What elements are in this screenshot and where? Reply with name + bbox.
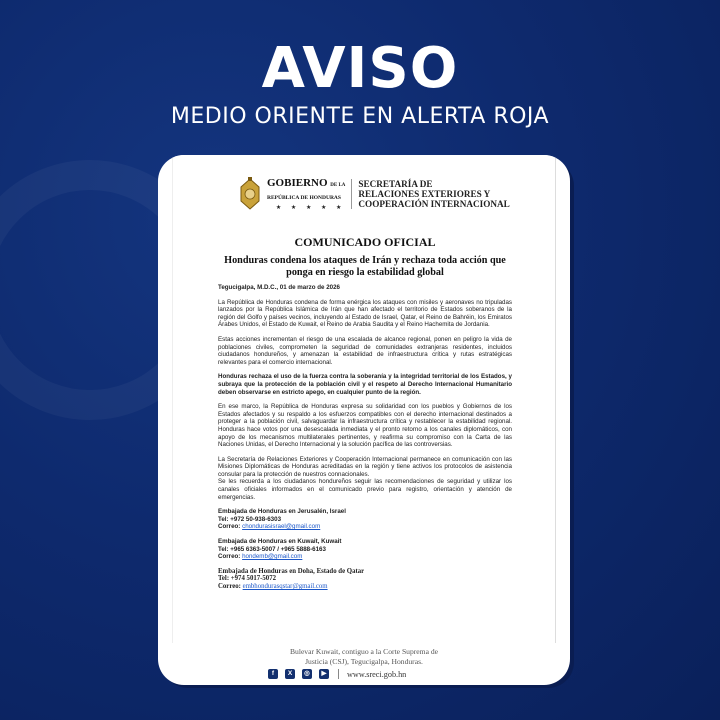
embassy-tel: Tel: +972 50-938-6303 xyxy=(218,515,282,523)
embassy-tel: Tel: +965 6363-5007 / +965 5888-6163 xyxy=(218,545,326,553)
footer-address xyxy=(158,647,570,667)
stars: ★ ★ ★ ★ ★ xyxy=(275,205,346,211)
paragraph-2: Estas acciones incrementan el riesgo de una escalada de alcance regional, ponen en peligro la vida de poblaciones civiles, comprometen la seguridad de comunidades extranjeras residentes, incluidos ciudadanos hondureños, y amenazan la estabilidad de infraestructura crítica y rutas estratégicas relevantes para el comercio internacional. xyxy=(218,335,512,366)
footer-divider xyxy=(338,669,339,679)
youtube-icon[interactable]: ▶ xyxy=(319,669,329,679)
embassy-name: Embajada de Honduras en Doha, Estado de Qatar xyxy=(218,567,365,575)
embassy-tel: Tel: +974 5017-5072 xyxy=(218,575,276,583)
government-name xyxy=(263,177,345,211)
website-link[interactable]: www.sreci.gob.hn xyxy=(347,669,407,679)
embassy-name: Embajada de Honduras en Kuwait, Kuwait xyxy=(218,538,342,546)
gov-de-la: DE LA xyxy=(330,183,346,188)
letterhead xyxy=(237,177,510,211)
letterhead-divider xyxy=(351,179,352,209)
page-subtitle: MEDIO ORIENTE EN ALERTA ROJA xyxy=(170,104,550,129)
gov-line1: GOBIERNO xyxy=(267,177,328,189)
sec-line3: COOPERACIÓN INTERNACIONAL xyxy=(358,199,510,209)
paragraph-5 xyxy=(218,456,512,502)
document-title: COMUNICADO OFICIAL xyxy=(294,235,436,249)
notice-card xyxy=(158,155,570,685)
gov-line2: REPÚBLICA DE HONDURAS xyxy=(267,195,341,201)
paragraph-5a: La Secretaría de Relaciones Exteriores y Cooperación Internacional permanece en comunicación con las Misiones Diplomáticas de Honduras acreditadas en la región y tiene activos los protocolos de asistencia consular para la protección de nuestros connacionales. xyxy=(218,455,512,478)
embassy-name: Embajada de Honduras en Jerusalén, Israel xyxy=(218,508,346,516)
paragraph-5b: Se les recuerda a los ciudadanos hondureños seguir las recomendaciones de seguridad y utilizar los canales oficiales informados en el comunicado previo para registro, orientación y atención de emergencias. xyxy=(218,478,512,501)
header xyxy=(0,36,720,129)
x-icon[interactable]: X xyxy=(285,669,295,679)
embassy-kuwait xyxy=(218,538,512,561)
footer-bar xyxy=(268,669,406,679)
embassy-email-link[interactable]: embhondurasqstar@gmail.com xyxy=(242,583,328,590)
dateline: Tegucigalpa, M.D.C., 01 de marzo de 2026 xyxy=(218,284,340,291)
embassy-email-label: Correo: xyxy=(218,553,241,561)
embassy-jerusalem xyxy=(218,508,512,531)
instagram-icon[interactable]: ◎ xyxy=(302,669,312,679)
embassy-email-link[interactable]: hondemb@gmail.com xyxy=(242,553,303,561)
embassy-doha xyxy=(218,568,512,591)
secretariat-name xyxy=(358,179,509,209)
paragraph-3: Honduras rechaza el uso de la fuerza contra la soberanía y la integridad territorial de los Estados, y subraya que la protección de la población civil y el respeto al Derecho Internacional Humanitario deben observarse en estricto apego, en cualquier punto de la región. xyxy=(218,373,512,396)
honduras-seal-icon xyxy=(237,177,263,211)
facebook-icon[interactable]: f xyxy=(268,669,278,679)
document-body xyxy=(218,284,512,598)
address-line-2: Justicia (CSJ), Tegucigalpa, Honduras. xyxy=(305,657,423,666)
page-title: AVISO xyxy=(261,36,459,101)
embassy-email-label: Correo: xyxy=(218,583,241,590)
document-headline: Honduras condena los ataques de Irán y rechaza toda acción que ponga en riesgo la estabilidad global xyxy=(224,255,506,278)
paragraph-4: En ese marco, la República de Honduras expresa su solidaridad con los pueblos y Gobiernos de los Estados afectados y su respaldo a los esfuerzos compatibles con el derecho internacional destinados a proteger a la población civil, salvaguardar la infraestructura crítica y restablecer la estabilidad regional. Honduras hace votos por una desescalada inmediata y el pronto retorno a los canales diplomáticos, con apoyo de los mecanismos multilaterales pertinentes, y reafirma su compromiso con la Carta de las Naciones Unidas, el Derecho Internacional y la solución pacífica de las controversias. xyxy=(218,403,512,449)
embassy-email-link[interactable]: chondurasisrael@gmail.com xyxy=(242,523,321,531)
paragraph-1: La República de Honduras condena de forma enérgica los ataques con misiles y aeronaves no tripuladas lanzados por la República Islámica de Irán que han afectado el territorio de Estados soberanos de la región del Golfo y países vecinos, incluyendo al Estado de Israel, Qatar, el Reino de Bahréin, los Emiratos Árabes Unidos, el Estado de Kuwait, el Reino de Arabia Saudita y el Reino Hachemita de Jordania. xyxy=(218,298,512,329)
embassy-email-label: Correo: xyxy=(218,523,241,531)
sec-line2: RELACIONES EXTERIORES Y xyxy=(358,189,491,199)
address-line-1: Bulevar Kuwait, contiguo a la Corte Suprema de xyxy=(289,647,439,656)
sec-line1: SECRETARÍA DE xyxy=(358,179,433,189)
document-page xyxy=(172,155,556,643)
